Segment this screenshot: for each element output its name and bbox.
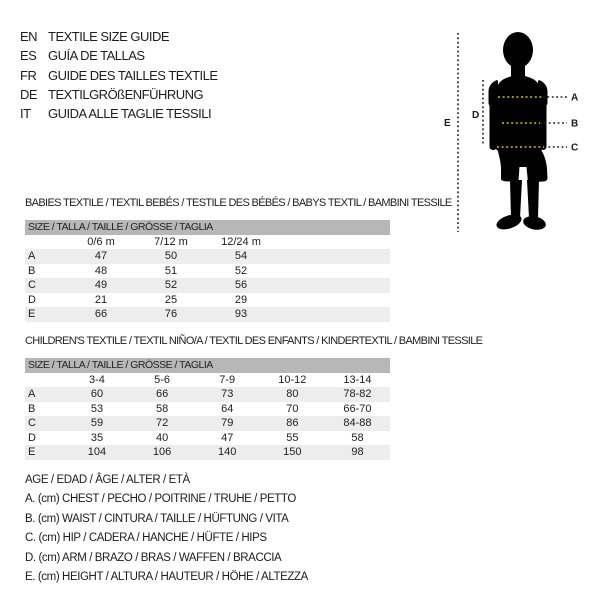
value-cell: 47 (94, 250, 108, 262)
row-label: B (28, 402, 36, 415)
child-silhouette-icon (489, 32, 548, 232)
lang-label: GUÍA DE TALLAS (48, 48, 145, 64)
value-cell: 84-88 (343, 417, 372, 429)
measure-label-b: B (571, 118, 579, 130)
children-column-header-row (25, 373, 390, 387)
value-cell: 106 (152, 446, 172, 458)
children-row-d (25, 431, 390, 446)
value-cell: 80 (286, 388, 299, 400)
lang-code: EN (20, 29, 38, 44)
lang-row-de (20, 85, 218, 104)
babies-row-a (25, 249, 390, 264)
value-cell: 21 (94, 293, 108, 306)
value-cell: 93 (234, 308, 248, 320)
row-label: A (28, 388, 36, 400)
babies-col-header-3: 12/24 m (221, 236, 261, 248)
value-cell: 140 (218, 446, 237, 458)
value-cell: 104 (87, 446, 107, 458)
lang-row-es (20, 46, 218, 65)
lang-label: TEXTILGRÖßENFÜHRUNG (48, 86, 204, 102)
value-cell: 25 (164, 293, 178, 306)
lang-code: FR (20, 67, 37, 83)
value-cell: 59 (90, 417, 104, 429)
value-cell: 47 (221, 431, 234, 444)
value-cell: 86 (286, 417, 299, 429)
value-cell: 66 (155, 388, 169, 400)
lang-row-it (20, 104, 218, 123)
lang-code: ES (20, 48, 37, 64)
babies-size-table (25, 220, 390, 322)
spacer-cell (25, 235, 66, 249)
value-cell: 29 (234, 293, 248, 306)
value-cell: 98 (351, 446, 364, 458)
legend-height-line: E. (cm) HEIGHT / ALTURA / HAUTEUR / HÖHE / ALTEZZA (25, 570, 308, 583)
child-measurement-diagram (430, 10, 600, 240)
value-cell: 48 (94, 264, 108, 277)
value-cell: 72 (155, 417, 169, 429)
babies-row-e (25, 307, 390, 322)
babies-section-title: BABIES TEXTILE / TEXTIL BEBÉS / TESTILE DES BÉBÉS / BABYS TEXTIL / BAMBINI TESSILE (25, 197, 452, 209)
row-label: E (28, 446, 36, 458)
value-cell: 78-82 (343, 388, 372, 400)
children-col-header-4: 10-12 (278, 374, 307, 386)
measurement-legend (25, 471, 308, 587)
lang-code: IT (20, 106, 31, 122)
measure-label-c: C (571, 142, 579, 154)
lang-label: GUIDA ALLE TAGLIE TESSILI (48, 106, 212, 122)
value-cell: 52 (234, 264, 248, 277)
value-cell: 60 (90, 388, 104, 400)
value-cell: 66-70 (343, 402, 372, 415)
value-cell: 70 (286, 402, 299, 415)
value-cell: 50 (164, 250, 178, 262)
value-cell: 35 (90, 431, 104, 444)
legend-age-line: AGE / EDAD / ÂGE / ALTER / ETÀ (25, 474, 190, 486)
value-cell: 54 (234, 250, 248, 262)
legend-arm-line: D. (cm) ARM / BRAZO / BRAS / WAFFEN / BRACCIA (25, 551, 282, 564)
value-cell: 79 (221, 417, 234, 429)
babies-column-header-row (25, 235, 390, 249)
row-label: C (28, 417, 36, 429)
measure-label-d: D (472, 110, 480, 121)
value-cell: 58 (351, 431, 364, 444)
value-cell: 73 (221, 388, 234, 400)
lang-row-fr (20, 66, 218, 85)
value-cell: 66 (94, 308, 108, 320)
babies-row-b (25, 264, 390, 279)
children-col-header-2: 5-6 (154, 374, 171, 386)
children-col-header-5: 13-14 (343, 374, 372, 386)
babies-col-header-2: 7/12 m (154, 236, 188, 248)
legend-waist-line: B. (cm) WAIST / CINTURA / TAILLE / HÜFTUNG / VITA (25, 512, 289, 525)
value-cell: 53 (90, 402, 104, 415)
value-cell: 64 (221, 402, 234, 415)
children-row-b (25, 402, 390, 417)
babies-row-d (25, 293, 390, 308)
value-cell: 58 (155, 402, 169, 415)
children-row-e (25, 445, 390, 460)
legend-hip-line: C. (cm) HIP / CADERA / HANCHE / HÜFTE / HIPS (25, 532, 267, 545)
value-cell: 40 (155, 431, 169, 444)
babies-size-header-bar: SIZE / TALLA / TAILLE / GRÖSSE / TAGLIA (25, 220, 390, 235)
value-cell: 49 (94, 279, 108, 291)
children-size-table (25, 358, 390, 460)
lang-label: TEXTILE SIZE GUIDE (48, 29, 170, 44)
babies-col-header-1: 0/6 m (87, 236, 115, 248)
measure-label-e: E (444, 118, 451, 129)
spacer-cell (25, 373, 64, 387)
language-title-list (20, 27, 218, 123)
lang-row-en (20, 27, 218, 46)
value-cell: 55 (286, 431, 299, 444)
value-cell: 51 (164, 264, 178, 277)
row-label: D (28, 293, 36, 306)
babies-row-c (25, 278, 390, 293)
legend-chest-line: A. (cm) CHEST / PECHO / POITRINE / TRUHE / PETTO (25, 493, 296, 506)
value-cell: 76 (164, 308, 178, 320)
lang-label: GUIDE DES TAILLES TEXTILE (48, 67, 218, 83)
value-cell: 52 (164, 279, 178, 291)
lang-code: DE (20, 86, 38, 102)
value-cell: 150 (283, 446, 302, 458)
children-col-header-1: 3-4 (89, 374, 105, 386)
measure-label-a: A (571, 92, 579, 104)
row-label: C (28, 279, 36, 291)
children-row-c (25, 416, 390, 431)
row-label: E (28, 308, 36, 320)
children-row-a (25, 387, 390, 402)
value-cell: 56 (234, 279, 248, 291)
row-label: A (28, 250, 36, 262)
row-label: B (28, 264, 36, 277)
children-col-header-3: 7-9 (219, 374, 236, 386)
children-size-header-bar: SIZE / TALLA / TAILLE / GRÖSSE / TAGLIA (25, 358, 390, 373)
children-section-title: CHILDREN'S TEXTILE / TEXTIL NIÑO/A / TEXTIL DES ENFANTS / KINDERTEXTIL / BAMBINI TESSILE (25, 335, 483, 347)
row-label: D (28, 431, 36, 444)
